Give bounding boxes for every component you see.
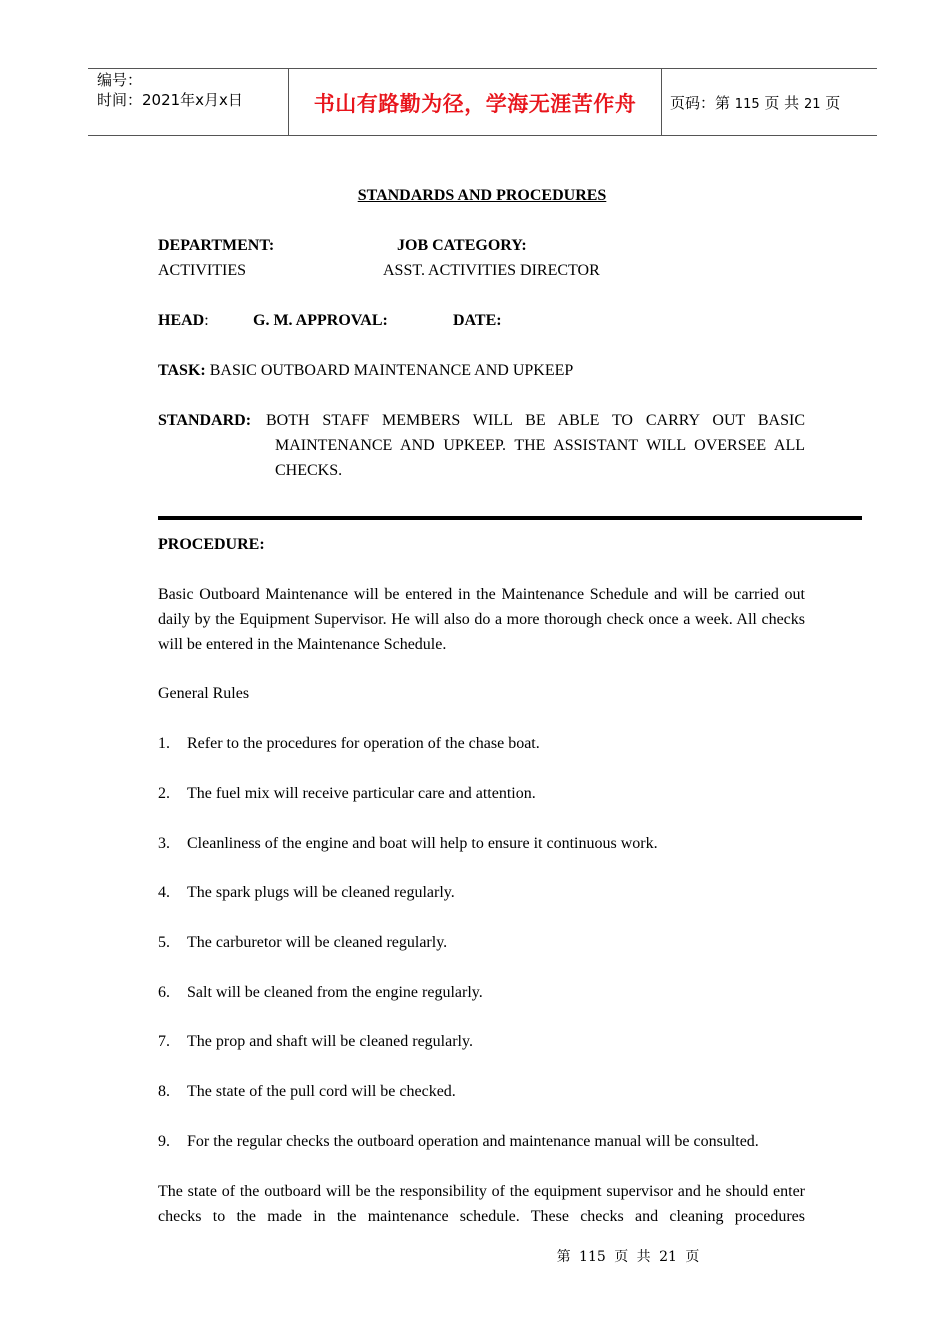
head-label: HEAD <box>158 312 205 329</box>
header-page-suffix: 页 <box>825 94 841 112</box>
job-category-value: ASST. ACTIVITIES DIRECTOR <box>383 262 600 279</box>
list-item-number: 2. <box>158 785 170 802</box>
section-divider <box>158 516 862 520</box>
general-rules-label: General Rules <box>158 685 250 702</box>
header-page-prefix: 页码：第 <box>670 94 731 112</box>
list-item-number: 6. <box>158 984 170 1001</box>
list-item-text: The spark plugs will be cleaned regularly. <box>187 884 455 901</box>
list-item-text: For the regular checks the outboard operation and maintenance manual will be consulted. <box>187 1133 759 1150</box>
list-item-number: 9. <box>158 1133 170 1150</box>
standard-continuation: MAINTENANCE AND UPKEEP. THE ASSISTANT WILL OVERSEE ALL CHECKS. <box>275 437 805 479</box>
list-item-number: 1. <box>158 735 170 752</box>
date-label: DATE: <box>453 312 502 329</box>
page-footer: 第 115 页 共 21 页 <box>556 1249 700 1265</box>
job-category-label: JOB CATEGORY: <box>397 237 527 254</box>
header-page-info <box>670 92 840 113</box>
list-item-number: 8. <box>158 1083 170 1100</box>
header-code-label: 编号： <box>97 71 143 89</box>
header-meta <box>97 70 243 110</box>
header-bottom-rule <box>88 135 877 136</box>
header-page-number: 115 <box>734 97 760 112</box>
list-item-number: 3. <box>158 835 170 852</box>
intro-paragraph: Basic Outboard Maintenance will be entered in the Maintenance Schedule and will be carried out daily by the Equipment Supervisor. He will also do a more thorough check once a week. All checks will be entered in the Maintenance Schedule. <box>158 586 805 653</box>
list-item-text: Cleanliness of the engine and boat will help to ensure it continuous work. <box>187 835 658 852</box>
header-top-rule <box>88 68 877 69</box>
head-colon: : <box>204 312 209 329</box>
list-item-number: 4. <box>158 884 170 901</box>
document-title: STANDARDS AND PROCEDURES <box>357 187 607 204</box>
header-motto: 书山有路勤为径，学海无涯苦作舟 <box>313 92 637 116</box>
header-page-total: 21 <box>803 97 821 112</box>
standard-line-1: BOTH STAFF MEMBERS WILL BE ABLE TO CARRY OUT BASIC <box>266 412 805 429</box>
list-item-text: The carburetor will be cleaned regularly. <box>187 934 448 951</box>
list-item-number: 5. <box>158 934 170 951</box>
department-label: DEPARTMENT: <box>158 237 275 254</box>
list-item-text: Salt will be cleaned from the engine regularly. <box>187 984 483 1001</box>
task-value: BASIC OUTBOARD MAINTENANCE AND UPKEEP <box>209 362 574 379</box>
list-item-text: The state of the pull cord will be checked. <box>187 1083 456 1100</box>
list-item-text: The fuel mix will receive particular care and attention. <box>187 785 536 802</box>
procedure-label: PROCEDURE: <box>158 536 265 553</box>
task-line <box>158 358 573 383</box>
header-time-label: 时间：2021年x月x日 <box>97 91 243 109</box>
header-divider-right <box>661 68 662 136</box>
gm-approval-label: G. M. APPROVAL: <box>253 312 388 329</box>
closing-paragraph: The state of the outboard will be the responsibility of the equipment supervisor and he should enter checks to the made in the maintenance schedule. These checks and cleaning procedures <box>158 1183 805 1225</box>
header-page-mid: 页 共 <box>764 94 800 112</box>
department-value: ACTIVITIES <box>158 262 246 279</box>
task-label: TASK: <box>158 362 206 379</box>
list-item-number: 7. <box>158 1033 170 1050</box>
list-item-text: Refer to the procedures for operation of the chase boat. <box>187 735 540 752</box>
standard-label: STANDARD: <box>158 412 252 429</box>
list-item-text: The prop and shaft will be cleaned regularly. <box>187 1033 473 1050</box>
head-field <box>158 308 209 333</box>
